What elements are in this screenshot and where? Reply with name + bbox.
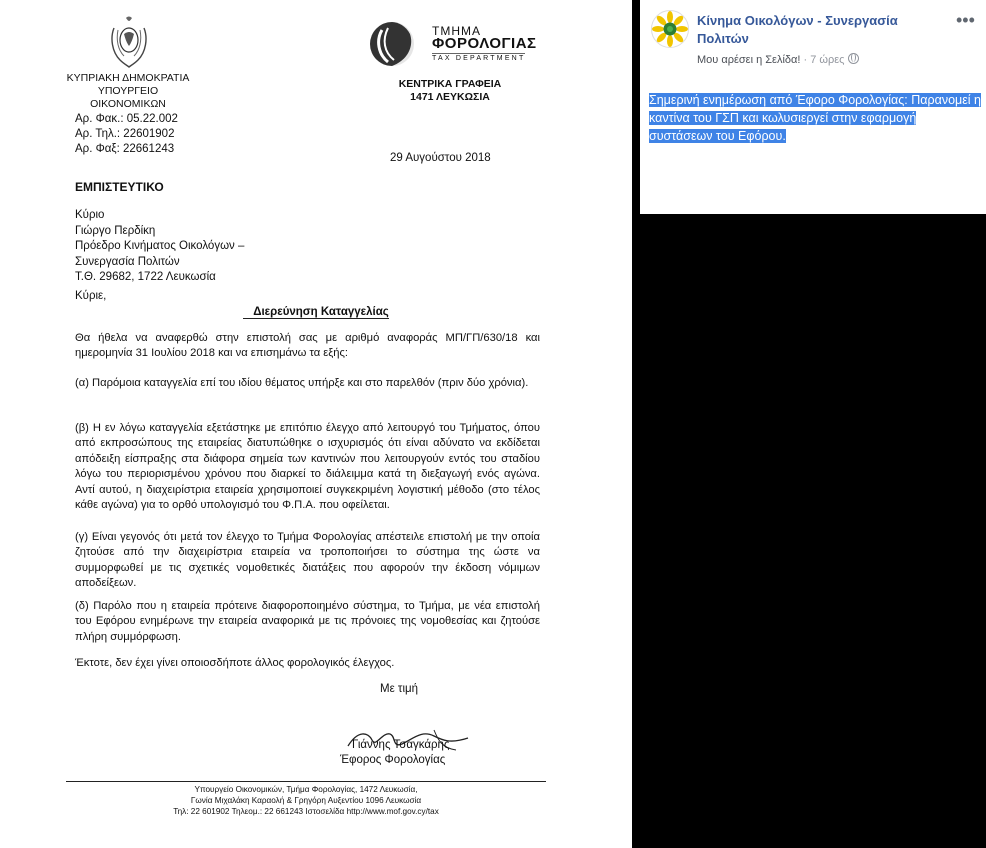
- footer-line: Τηλ: 22 601902 Τηλεομ.: 22 661243 Ιστοσελίδα http://www.mof.gov.cy/tax: [173, 807, 439, 816]
- subject-line: [0, 306, 632, 319]
- logo-line-3: TAX DEPARTMENT: [432, 55, 526, 62]
- point-d: (δ) Παρόλο που η εταιρεία πρότεινε διαφοροποιημένο σύστημα, το Τμήμα, με νέα επιστολή του Εφόρου ενημέρωνε την εταιρεία αναφορικά με τις πρόνοιες της νομοθεσίας και ζητούσε πλήρη συμμόρφωση.: [75, 600, 540, 643]
- header-line: ΥΠΟΥΡΓΕΙΟ ΟΙΚΟΝΟΜΙΚΩΝ: [90, 85, 166, 110]
- page-name-link[interactable]: Κίνημα Οικολόγων - Συνεργασία Πολιτών: [697, 13, 898, 46]
- logo-line-1: ΤΜΗΜΑ: [432, 24, 481, 38]
- signer-name: Γιάννης Τσαγκάρης: [352, 739, 450, 751]
- closing: Με τιμή: [380, 683, 419, 695]
- point-c: (γ) Είναι γεγονός ότι μετά τον έλεγχο το Τμήμα Φορολογίας απέστειλε επιστολή με την οποία ζητούσε από την διαχειρίστρια εταιρεία να τροποποιήσει το σύστημα της ώστε να συμμορφωθεί με τις σχετικές νομοθετικές διατάξεις που αφορούν την έκδοση νόμιμων αποδείξεων.: [75, 531, 540, 590]
- meta-separator: ·: [800, 54, 811, 66]
- ministry-header: [66, 72, 190, 111]
- final-paragraph: Έκτοτε, δεν έχει γίνει οποιοσδήποτε άλλος φορολογικός έλεγχος.: [75, 657, 395, 669]
- header-line: 1471 ΛΕΥΚΩΣΙΑ: [410, 91, 490, 103]
- sunflower-logo-icon: [652, 11, 688, 47]
- recipient-address: [75, 208, 244, 286]
- post-text-selected: Σημερινή ενημέρωση από Έφορο Φορολογίας: Παρανομεί η καντίνα του ΓΣΠ και κωλυσιεργεί στην εφαρμογή συστάσεων του Εφόρου.: [649, 93, 982, 143]
- footer-line: Γωνία Μιχαλάκη Καραολή & Γρηγόρη Αυξεντίου 1096 Λευκωσία: [190, 796, 422, 805]
- office-header: [370, 78, 530, 104]
- post-meta: [697, 53, 859, 66]
- subject-text: Διερεύνηση Καταγγελίας: [243, 306, 389, 319]
- page-like-link[interactable]: Μου αρέσει η Σελίδα!: [697, 54, 801, 66]
- footer-divider: [66, 781, 546, 782]
- greeting: Κύριε,: [75, 290, 107, 302]
- address-line: Τ.Θ. 29682, 1722 Λευκωσία: [75, 271, 216, 284]
- intro-paragraph: Θα ήθελα να αναφερθώ στην επιστολή σας με αριθμό αναφοράς ΜΠ/ΓΠ/630/18 και ημερομηνία 31 Ιουλίου 2018 και να επισημάνω τα εξής:: [75, 332, 540, 360]
- post-timestamp[interactable]: 7 ώρες: [810, 54, 845, 66]
- header-line: ΚΥΠΡΙΑΚΗ ΔΗΜΟΚΡΑΤΙΑ: [66, 72, 190, 84]
- address-line: Γιώργο Περδίκη: [75, 224, 156, 237]
- ref-file: Αρ. Φακ.: 05.22.002: [75, 113, 178, 125]
- address-line: Πρόεδρο Κινήματος Οικολόγων –: [75, 240, 245, 253]
- logo-line-2: ΦΟΡΟΛΟΓΙΑΣ: [432, 35, 537, 52]
- cyprus-emblem-icon: [106, 14, 152, 68]
- point-a: (α) Παρόμοια καταγγελία επί του ιδίου θέματος υπήρξε και στο παρελθόν (πριν δύο χρόνια).: [75, 377, 529, 389]
- footer-line: Υπουργείο Οικονομικών, Τμήμα Φορολογίας, 1472 Λευκωσία,: [194, 785, 418, 794]
- globe-icon: [848, 53, 859, 64]
- reference-numbers: [75, 112, 178, 157]
- address-line: Συνεργασία Πολιτών: [75, 255, 180, 268]
- page-avatar[interactable]: [651, 10, 689, 48]
- more-options-icon[interactable]: •••: [956, 10, 975, 30]
- letter-date: 29 Αυγούστου 2018: [390, 152, 491, 164]
- signer-role: Έφορος Φορολογίας: [340, 754, 446, 766]
- confidential-label: ΕΜΠΙΣΤΕΥΤΙΚΟ: [75, 180, 164, 194]
- ref-phone: Αρ. Τηλ.: 22601902: [75, 128, 175, 140]
- address-line: Κύριο: [75, 209, 105, 221]
- letter-footer: [66, 784, 546, 817]
- header-line: ΚΕΝΤΡΙΚΑ ΓΡΑΦΕΙΑ: [398, 78, 502, 90]
- post-text[interactable]: [649, 91, 981, 145]
- ref-fax: Αρ. Φαξ: 22661243: [75, 143, 175, 155]
- point-b: (β) Η εν λόγω καταγγελία εξετάστηκε με επιτόπιο έλεγχο από λειτουργό του Τμήματος, όπου από εκπροσώπους της εταιρείας διατυπώθηκε ο ισχυρισμός ότι είναι αδύνατο να εκδίδεται απόδειξη είσπραξης στα διάφορα σημεία των καντινών που λειτουργούν εντός του σταδίου λόγω του περιορισμένου χρόνου που διαρκεί το διάλειμμα κατά τη διεξαγωγή ενός αγώνα. Αντί αυτού, η διαχειρίστρια εταιρεία χρησιμοποιεί συγκεκριμένη λογιστική μέθοδο (στο τέλος κάθε αγώνα) για το ορθό υπολογισμό του Φ.Π.Α. που οφείλεται.: [75, 422, 540, 512]
